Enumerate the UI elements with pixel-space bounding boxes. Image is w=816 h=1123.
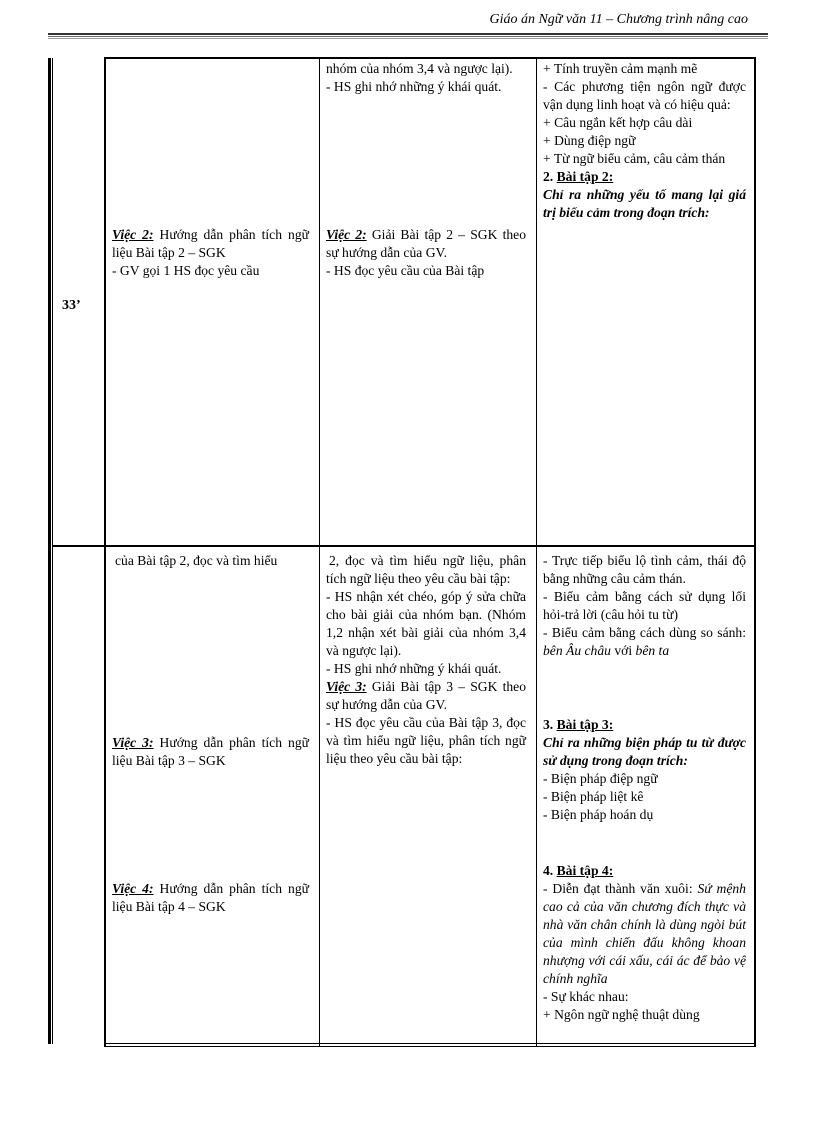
table-right-border (754, 58, 756, 1046)
text-segment: bên ta (635, 643, 670, 658)
header-title: Giáo án Ngữ văn 11 – Chương trình nâng cao (489, 12, 748, 27)
text-line: của Bài tập 2, đọc và tìm hiểu (115, 553, 278, 568)
exercise-title: Bài tập 3: (556, 717, 614, 732)
task-text: Giải Bài tập 3 – SGK theo sự hướng dẫn của GV. (326, 679, 526, 712)
text-line: - HS nhận xét chéo, góp ý sửa chữa cho bài giải của nhóm bạn. (Nhóm 1,2 nhận xét bài giải của nhóm 3,4 và ngược lại). (326, 589, 526, 658)
row1-student-activity (326, 226, 526, 280)
exercise-title: Bài tập 2: (556, 169, 614, 184)
column-divider (319, 58, 320, 1046)
column-divider (536, 58, 537, 1046)
row1-content (543, 60, 746, 222)
row1-student-activity-top (326, 60, 526, 96)
row2-exercise4 (543, 862, 746, 1024)
task-label: Việc 3: (326, 679, 367, 694)
row2-teacher-task3 (112, 734, 309, 770)
list-item: - Biện pháp hoán dụ (543, 807, 654, 822)
text-line: + Câu ngắn kết hợp câu dài (543, 115, 693, 130)
row2-teacher-activity (112, 552, 309, 570)
task-text: Hướng dẫn phân tích ngữ liệu Bài tập 3 – SGK (112, 735, 309, 768)
text-segment: bên Âu châu (543, 643, 611, 658)
table-bottom-border (104, 1043, 756, 1044)
table-bottom-border (104, 1046, 756, 1047)
exercise-title: Bài tập 4: (556, 863, 614, 878)
text-line: - HS ghi nhớ những ý khái quát. (326, 661, 502, 676)
text-line: - HS đọc yêu cầu của Bài tập 3, đọc và tìm hiểu ngữ liệu, phân tích ngữ liệu theo yêu cầu bài tập: (326, 715, 526, 766)
text-line: nhóm của nhóm 3,4 và ngược lại). (326, 61, 513, 76)
exercise-number: 4. (543, 863, 554, 878)
task-label: Việc 2: (112, 227, 154, 242)
text-segment: - Biểu cảm bằng cách dùng so sánh: (543, 625, 746, 640)
exercise-number: 3. (543, 717, 554, 732)
text-line: + Từ ngữ biểu cảm, câu cảm thán (543, 151, 726, 166)
exercise-number: 2. (543, 169, 554, 184)
text-line: + Tính truyền cảm mạnh mẽ (543, 61, 698, 76)
task-label: Việc 2: (326, 227, 367, 242)
list-item: - Biện pháp liệt kê (543, 789, 644, 804)
row2-exercise3 (543, 716, 746, 824)
time-cell: 33’ (62, 298, 81, 313)
text-line: - Sự khác nhau: (543, 989, 629, 1004)
task-label: Việc 4: (112, 881, 154, 896)
task-text: Hướng dẫn phân tích ngữ liệu Bài tập 4 – SGK (112, 881, 309, 914)
column-divider (104, 58, 106, 1046)
task-text: Hướng dẫn phân tích ngữ liệu Bài tập 2 – SGK (112, 227, 309, 260)
text-segment: - Diễn đạt thành văn xuôi: (543, 881, 698, 896)
text-segment: Sứ mệnh cao cả của văn chương đích thực và nhà văn chân chính là dùng ngòi bút của mình chiến đấu không khoan nhượng với cái xấu, cái ác để bảo vệ chính nghĩa (543, 881, 746, 986)
exercise-question: Chỉ ra những biện pháp tu từ được sử dụng trong đoạn trích: (543, 735, 746, 768)
text-line: - Các phương tiện ngôn ngữ được vận dụng linh hoạt và có hiệu quả: (543, 79, 746, 112)
text-line: - HS ghi nhớ những ý khái quát. (326, 79, 502, 94)
text-line: - Biểu cảm bằng cách sử dụng lối hỏi-trả lời (câu hỏi tu từ) (543, 589, 746, 622)
row1-teacher-activity (112, 226, 309, 280)
text-line: 2, đọc và tìm hiểu ngữ liệu, phân tích ngữ liệu theo yêu cầu bài tập: (326, 553, 526, 586)
header-rule (48, 38, 768, 39)
header-rule (48, 33, 768, 35)
task-label: Việc 3: (112, 735, 154, 750)
text-line: + Ngôn ngữ nghệ thuật dùng (543, 1007, 700, 1022)
task-text: Giải Bài tập 2 – SGK theo sự hướng dẫn của GV. (326, 227, 526, 260)
row2-student-activity (326, 552, 526, 768)
list-item: - Biện pháp điệp ngữ (543, 771, 658, 786)
task-line: - HS đọc yêu cầu của Bài tập (326, 263, 485, 278)
table-left-border-inner (52, 58, 53, 1044)
table-top-border (104, 57, 756, 59)
text-line: + Dùng điệp ngữ (543, 133, 636, 148)
task-line: - GV gọi 1 HS đọc yêu cầu (112, 263, 260, 278)
text-line: - Trực tiếp biểu lộ tình cảm, thái độ bằng những câu cảm thán. (543, 553, 746, 586)
row2-content (543, 552, 746, 660)
row-divider (53, 545, 756, 547)
table-left-border (48, 58, 51, 1044)
row2-teacher-task4 (112, 880, 309, 916)
text-segment: với (610, 643, 636, 658)
header-rule (48, 36, 768, 37)
exercise-question: Chỉ ra những yếu tố mang lại giá trị biểu cảm trong đoạn trích: (543, 187, 746, 220)
